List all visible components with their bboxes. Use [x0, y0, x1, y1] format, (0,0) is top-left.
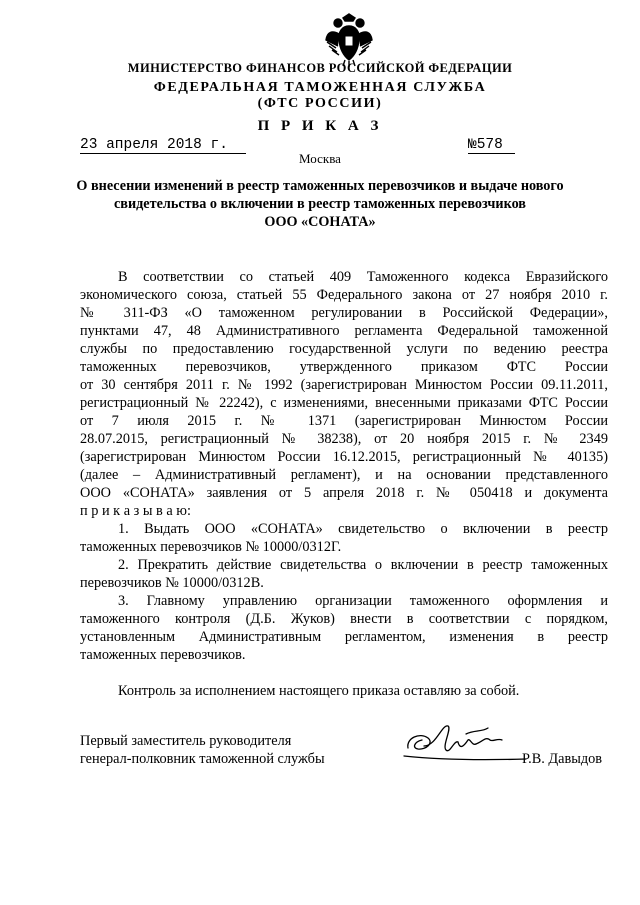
body-line: № 311-ФЗ «О таможенном регулировании в Российской Федерации», [80, 305, 608, 321]
service-abbreviation: (ФТС РОССИИ) [257, 96, 383, 111]
body-line: таможенных перевозчиков № 10000/0312Г. [80, 539, 342, 555]
body-line: регистрационный № 22242), с изменениями, внесенными приказами ФТС России [80, 395, 608, 411]
coat-of-arms-icon [324, 12, 374, 68]
body-line: ООО «СОНАТА» заявления от 5 апреля 2018 г. № 050418 и документа [80, 485, 608, 501]
city: Москва [299, 151, 341, 166]
body-line: таможенных перевозчиков, утвержденного приказом ФТС России [80, 359, 608, 375]
body-line: 1. Выдать ООО «СОНАТА» свидетельство о включении в реестр [118, 521, 608, 537]
body-line: службы по предоставлению государственной услуги по ведению реестра [80, 341, 608, 357]
body-line: В соответствии со статьей 409 Таможенного кодекса Евразийского [118, 269, 608, 285]
body-line: от 30 сентября 2011 г. № 1992 (зарегистрирован Минюстом России 09.11.2011, [80, 377, 608, 393]
body-line: 28.07.2015, регистрационный № 38238), от 20 ноября 2015 г. № 2349 [80, 431, 608, 447]
control-clause: Контроль за исполнением настоящего приказа оставляю за собой. [118, 683, 520, 699]
title-line: О внесении изменений в реестр таможенных перевозчиков и выдаче нового [76, 178, 564, 194]
body-line: таможенных перевозчиков. [80, 647, 246, 663]
document-type: П Р И К А З [257, 118, 383, 134]
body-line: установленным Административным регламентом, изменения в реестр [80, 629, 608, 645]
body-line: 2. Прекратить действие свидетельства о включении в реестр таможенных [118, 557, 608, 573]
position-line: генерал-полковник таможенной службы [80, 751, 325, 767]
signatory-position [80, 732, 325, 768]
title-line: свидетельства о включении в реестр таможенных перевозчиков [114, 196, 526, 212]
order-verb: п р и к а з ы в а ю: [80, 503, 191, 519]
body-line: экономического союза, статьей 55 Федерального закона от 27 ноября 2010 г. [80, 287, 608, 303]
order-number: №578 [468, 137, 515, 154]
body-line: пунктами 47, 48 Административного регламента Федеральной таможенной [80, 323, 608, 339]
service-name: ФЕДЕРАЛЬНАЯ ТАМОЖЕННАЯ СЛУЖБА [153, 80, 487, 95]
order-date: 23 апреля 2018 г. [80, 137, 246, 154]
body-line: 3. Главному управлению организации таможенного оформления и [118, 593, 608, 609]
body-line: (зарегистрирован Минюстом России 16.12.2015, регистрационный № 40135) [80, 449, 608, 465]
title-line: ООО «СОНАТА» [264, 214, 376, 230]
position-line: Первый заместитель руководителя [80, 733, 292, 749]
ministry-name: МИНИСТЕРСТВО ФИНАНСОВ РОССИЙСКОЙ ФЕДЕРАЦИИ [127, 61, 513, 75]
body-line: таможенного контроля (Д.Б. Жуков) внести в соответствии с порядком, [80, 611, 608, 627]
body-line: перевозчиков № 10000/0312В. [80, 575, 264, 591]
signatory-name: Р.В. Давыдов [522, 751, 603, 767]
body-line: от 7 июля 2015 г. № 1371 (зарегистрирован Минюстом России [80, 413, 608, 429]
body-line: (далее – Административный регламент), и на основании представленного [80, 467, 608, 483]
